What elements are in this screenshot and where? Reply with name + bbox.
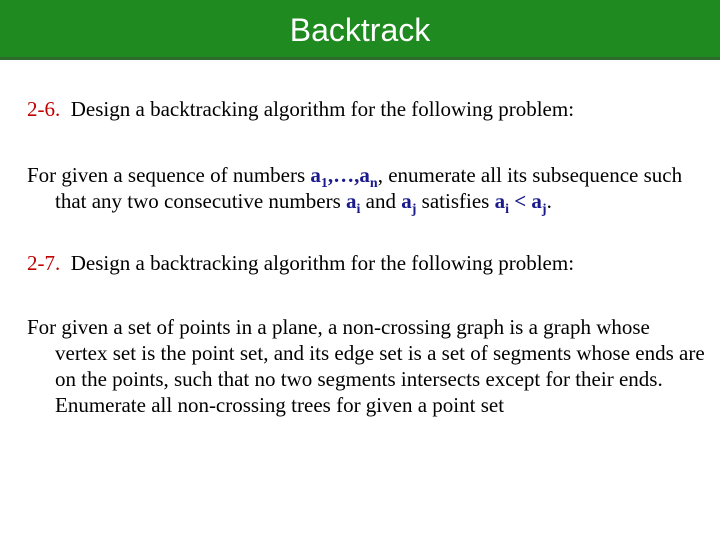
problem-2-7-heading xyxy=(27,250,707,276)
math-ai: $a_i$ xyxy=(346,189,361,218)
math-condition: $a_i < a_j$ xyxy=(494,189,547,218)
problem-statement: Design a backtracking algorithm for the following problem: xyxy=(70,251,575,275)
problem-number: 2-6. xyxy=(27,97,61,121)
body-text: . xyxy=(546,189,552,213)
problem-2-6-heading xyxy=(27,96,707,122)
body-text: satisfies xyxy=(416,189,495,213)
body-text: , enumerate all its subsequence such that any two consecutive numbers xyxy=(55,163,683,213)
problem-statement: Design a backtracking algorithm for the following problem: xyxy=(70,97,575,121)
math-sequence: $a_1,\dots,a_n$ xyxy=(310,163,378,192)
problem-number: 2-7. xyxy=(27,251,61,275)
problem-2-6-body xyxy=(27,162,707,218)
slide-content xyxy=(27,96,707,418)
slide-title: Backtrack xyxy=(289,12,431,48)
math-aj: $a_j$ xyxy=(401,189,417,218)
body-text: For given a sequence of numbers xyxy=(27,163,311,187)
problem-2-7-body: For given a set of points in a plane, a non-crossing graph is a graph whose vertex set is the point set, and its edge set is a set of segments whose ends are on the points, such that no two segments intersects except for their ends. Enumerate all non-crossing trees for given a point set xyxy=(27,315,705,417)
title-bar xyxy=(0,0,720,60)
body-text: and xyxy=(360,189,402,213)
